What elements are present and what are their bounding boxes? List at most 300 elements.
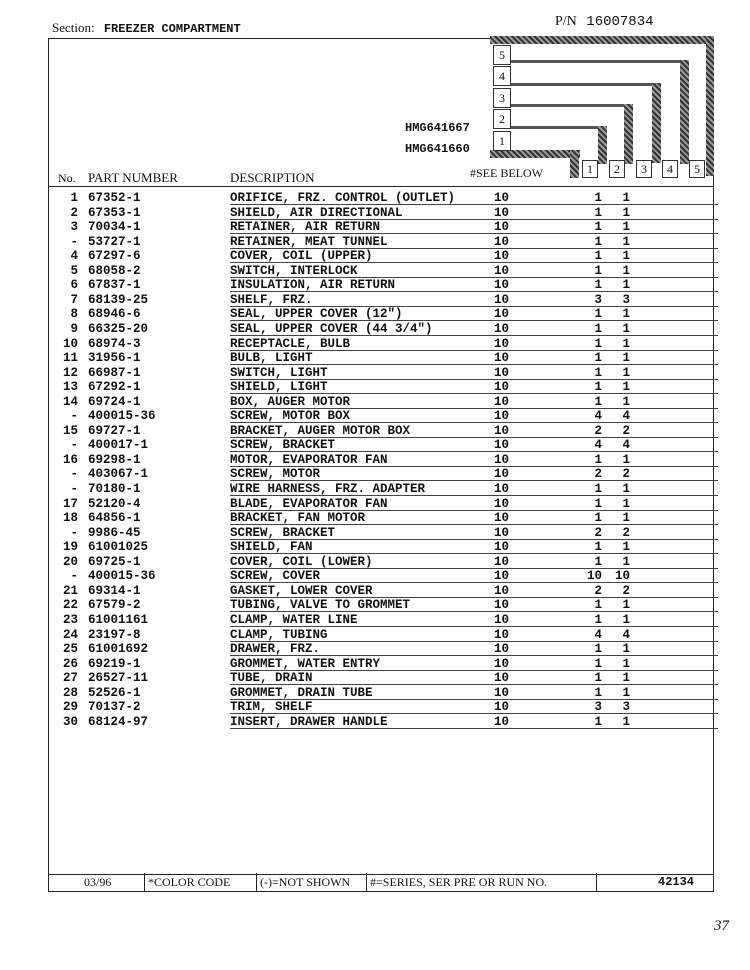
line-3: [509, 104, 631, 107]
part-qty-model-1: 2: [594, 583, 602, 598]
table-row: [0, 249, 750, 264]
part-series: 10: [494, 409, 510, 424]
part-qty-model-1: 1: [594, 205, 602, 220]
part-description: BULB, LIGHT: [230, 351, 313, 366]
part-item-number: 11: [62, 351, 78, 366]
part-number: 400015-36: [88, 409, 156, 424]
footer-separator: [144, 873, 145, 891]
part-qty-model-1: 1: [594, 380, 602, 395]
part-qty-model-2: 1: [622, 220, 630, 235]
part-item-number: 13: [62, 380, 78, 395]
part-series: 10: [494, 612, 510, 627]
part-description: INSULATION, AIR RETURN: [230, 278, 396, 293]
model-row-2: 2: [493, 109, 511, 129]
model-name-1: HMG641667: [405, 121, 470, 135]
part-description: DRAWER, FRZ.: [230, 642, 321, 657]
footer-date: 03/96: [84, 875, 112, 889]
part-item-number: 19: [62, 540, 78, 555]
part-qty-model-1: 1: [594, 452, 602, 467]
table-row: [0, 409, 750, 424]
part-qty-model-2: 1: [622, 380, 630, 395]
part-item-number: 23: [62, 612, 78, 627]
table-row: [0, 191, 750, 206]
column-header-description: DESCRIPTION: [230, 170, 315, 185]
pn-label: P/N: [555, 14, 577, 29]
footer-separator: [366, 873, 367, 891]
part-series: 10: [494, 467, 510, 482]
part-qty-model-1: 1: [594, 351, 602, 366]
part-series: 10: [494, 685, 510, 700]
part-qty-model-1: 4: [594, 438, 602, 453]
part-qty-model-2: 1: [622, 452, 630, 467]
part-series: 10: [494, 321, 510, 336]
part-item-number: 26: [62, 656, 78, 671]
part-series: 10: [494, 191, 510, 205]
part-series: 10: [494, 351, 510, 366]
model-chart-right-bar: [706, 36, 714, 176]
part-qty-model-1: 1: [594, 540, 602, 555]
part-qty-model-2: 1: [622, 714, 630, 729]
table-row: [0, 337, 750, 352]
part-description: TUBE, DRAIN: [230, 671, 313, 686]
part-number: 68124-97: [88, 714, 149, 729]
part-number: 69219-1: [88, 656, 141, 671]
part-qty-model-2: 1: [622, 307, 630, 322]
part-item-number: -: [70, 438, 78, 453]
part-number-header: [555, 14, 654, 30]
part-qty-model-2: 2: [622, 583, 630, 598]
part-qty-model-1: 1: [594, 612, 602, 627]
part-number: 69724-1: [88, 394, 141, 409]
model-row-1: 1: [493, 131, 511, 151]
part-qty-model-2: 1: [622, 598, 630, 613]
part-qty-model-1: 1: [594, 263, 602, 278]
part-item-number: -: [70, 409, 78, 424]
part-description: SEAL, UPPER COVER (44 3/4"): [230, 321, 433, 336]
table-row: [0, 671, 750, 686]
line-5: [509, 60, 689, 63]
part-series: 10: [494, 205, 510, 220]
model-chart-top-bar: [490, 36, 714, 44]
part-item-number: -: [70, 482, 78, 496]
part-number: 69727-1: [88, 423, 141, 438]
part-qty-model-1: 3: [594, 700, 602, 715]
part-qty-model-1: 1: [594, 234, 602, 249]
line-1-vert: [570, 150, 579, 178]
section-line: [52, 20, 241, 36]
model-col-3: 3: [636, 160, 652, 178]
part-item-number: 21: [62, 583, 78, 598]
part-item-number: 4: [70, 249, 78, 264]
part-qty-model-1: 10: [586, 569, 602, 584]
part-number: 61001025: [88, 540, 149, 555]
part-qty-model-1: 1: [594, 685, 602, 700]
part-number: 67579-2: [88, 598, 141, 613]
part-qty-model-2: 1: [622, 482, 630, 496]
model-row-4: 4: [493, 66, 511, 86]
model-row-5: 5: [493, 45, 511, 65]
part-series: 10: [494, 292, 510, 307]
part-series: 10: [494, 540, 510, 555]
table-row: [0, 453, 750, 468]
table-row: [0, 206, 750, 221]
table-row: [0, 220, 750, 235]
table-row: [0, 351, 750, 366]
section-value: FREEZER COMPARTMENT: [103, 22, 241, 36]
part-item-number: 5: [70, 263, 78, 278]
table-row: [0, 307, 750, 322]
part-number: 52120-4: [88, 496, 141, 511]
part-number: 403067-1: [88, 467, 149, 482]
part-qty-model-2: 1: [622, 191, 630, 205]
part-number: 64856-1: [88, 511, 141, 526]
part-item-number: 6: [70, 278, 78, 293]
part-qty-model-1: 1: [594, 307, 602, 322]
line-3-vert: [624, 104, 633, 164]
table-row: [0, 700, 750, 715]
part-series: 10: [494, 511, 510, 526]
part-qty-model-2: 10: [614, 569, 630, 584]
part-number: 68139-25: [88, 292, 149, 307]
part-qty-model-2: 1: [622, 205, 630, 220]
part-qty-model-1: 1: [594, 249, 602, 264]
part-item-number: 20: [62, 554, 78, 569]
part-number: 69725-1: [88, 554, 141, 569]
part-qty-model-1: 4: [594, 627, 602, 642]
part-qty-model-1: 4: [594, 409, 602, 424]
part-qty-model-2: 2: [622, 423, 630, 438]
part-number: 68058-2: [88, 263, 141, 278]
part-number: 61001161: [88, 612, 149, 627]
part-number: 9986-45: [88, 525, 141, 540]
part-qty-model-2: 2: [622, 525, 630, 540]
part-number: 400017-1: [88, 438, 149, 453]
part-description: CLAMP, WATER LINE: [230, 612, 358, 627]
part-series: 10: [494, 263, 510, 278]
model-col-4: 4: [662, 160, 678, 178]
part-qty-model-2: 1: [622, 278, 630, 293]
column-header-see-below: #SEE BELOW: [470, 166, 543, 180]
part-series: 10: [494, 394, 510, 409]
part-series: 10: [494, 307, 510, 322]
line-2-vert: [598, 126, 607, 164]
table-row: [0, 613, 750, 628]
part-number: 66325-20: [88, 321, 149, 336]
part-series: 10: [494, 452, 510, 467]
part-description: ORIFICE, FRZ. CONTROL (OUTLET): [230, 191, 456, 205]
part-qty-model-1: 1: [594, 598, 602, 613]
part-number: 69298-1: [88, 452, 141, 467]
part-description: BRACKET, FAN MOTOR: [230, 511, 366, 526]
part-item-number: 10: [62, 336, 78, 351]
table-row: [0, 569, 750, 584]
part-description: WIRE HARNESS, FRZ. ADAPTER: [230, 482, 426, 496]
part-number: 68946-6: [88, 307, 141, 322]
table-row: [0, 322, 750, 337]
line-5-vert: [680, 60, 689, 164]
part-description: COVER, COIL (UPPER): [230, 249, 373, 264]
part-series: 10: [494, 554, 510, 569]
part-description: SWITCH, INTERLOCK: [230, 263, 358, 278]
table-row: [0, 278, 750, 293]
part-number: 70180-1: [88, 482, 141, 496]
part-item-number: -: [70, 569, 78, 584]
part-item-number: 22: [62, 598, 78, 613]
table-row: [0, 366, 750, 381]
part-qty-model-1: 1: [594, 642, 602, 657]
part-number: 26527-11: [88, 671, 149, 686]
part-qty-model-1: 1: [594, 511, 602, 526]
part-item-number: 17: [62, 496, 78, 511]
part-description: TUBING, VALVE TO GROMMET: [230, 598, 411, 613]
part-qty-model-2: 3: [622, 700, 630, 715]
table-row: [0, 555, 750, 570]
line-2: [509, 126, 605, 129]
part-qty-model-2: 1: [622, 249, 630, 264]
table-row: [0, 482, 750, 497]
part-description: SEAL, UPPER COVER (12"): [230, 307, 403, 322]
part-number: 70034-1: [88, 220, 141, 235]
part-description: MOTOR, EVAPORATOR FAN: [230, 452, 388, 467]
part-number: 31956-1: [88, 351, 141, 366]
part-item-number: 8: [70, 307, 78, 322]
part-qty-model-1: 1: [594, 394, 602, 409]
part-number: 67297-6: [88, 249, 141, 264]
part-item-number: 1: [70, 191, 78, 205]
table-row: [0, 235, 750, 250]
part-qty-model-1: 3: [594, 292, 602, 307]
part-description: RECEPTACLE, BULB: [230, 336, 351, 351]
part-qty-model-2: 1: [622, 394, 630, 409]
part-qty-model-2: 1: [622, 263, 630, 278]
part-qty-model-2: 1: [622, 336, 630, 351]
part-number: 66987-1: [88, 365, 141, 380]
part-description: BLADE, EVAPORATOR FAN: [230, 496, 388, 511]
part-qty-model-2: 3: [622, 292, 630, 307]
part-qty-model-2: 1: [622, 671, 630, 686]
part-series: 10: [494, 438, 510, 453]
part-number: 67837-1: [88, 278, 141, 293]
table-row: [0, 264, 750, 279]
part-item-number: 30: [62, 714, 78, 729]
part-qty-model-2: 1: [622, 496, 630, 511]
part-series: 10: [494, 482, 510, 496]
model-col-5: 5: [689, 160, 705, 178]
part-description: SWITCH, LIGHT: [230, 365, 328, 380]
part-item-number: 24: [62, 627, 78, 642]
part-qty-model-2: 4: [622, 409, 630, 424]
part-qty-model-2: 1: [622, 351, 630, 366]
part-qty-model-2: 4: [622, 438, 630, 453]
part-item-number: 16: [62, 452, 78, 467]
part-series: 10: [494, 598, 510, 613]
part-series: 10: [494, 220, 510, 235]
part-qty-model-1: 2: [594, 467, 602, 482]
part-series: 10: [494, 525, 510, 540]
line-4-vert: [652, 83, 661, 163]
part-description: SCREW, BRACKET: [230, 438, 336, 453]
part-qty-model-2: 1: [622, 511, 630, 526]
part-series: 10: [494, 234, 510, 249]
part-description: SHIELD, AIR DIRECTIONAL: [230, 205, 403, 220]
part-qty-model-2: 1: [622, 554, 630, 569]
row-rule: [230, 728, 718, 729]
part-description: SHELF, FRZ.: [230, 292, 313, 307]
model-col-2: 2: [609, 160, 625, 178]
pn-value: 16007834: [586, 14, 654, 30]
page-mark: 37: [714, 918, 729, 934]
part-qty-model-2: 4: [622, 627, 630, 642]
part-number: 52526-1: [88, 685, 141, 700]
part-qty-model-2: 2: [622, 467, 630, 482]
footer-doc-number: 42134: [658, 875, 695, 889]
part-number: 67352-1: [88, 191, 141, 205]
part-qty-model-1: 1: [594, 365, 602, 380]
line-1: [490, 150, 580, 158]
part-qty-model-1: 1: [594, 554, 602, 569]
part-qty-model-1: 1: [594, 321, 602, 336]
part-item-number: 14: [62, 394, 78, 409]
part-qty-model-1: 1: [594, 220, 602, 235]
part-series: 10: [494, 627, 510, 642]
part-item-number: 9: [70, 321, 78, 336]
part-qty-model-2: 1: [622, 234, 630, 249]
footer-not-shown: (-)=NOT SHOWN: [260, 875, 351, 889]
part-series: 10: [494, 380, 510, 395]
part-number: 68974-3: [88, 336, 141, 351]
table-row: [0, 293, 750, 308]
part-description: TRIM, SHELF: [230, 700, 313, 715]
table-row: [0, 438, 750, 453]
table-row: [0, 380, 750, 395]
part-number: 53727-1: [88, 234, 141, 249]
part-qty-model-1: 1: [594, 482, 602, 496]
table-row: [0, 424, 750, 439]
part-qty-model-2: 1: [622, 321, 630, 336]
part-qty-model-2: 1: [622, 656, 630, 671]
part-qty-model-1: 1: [594, 191, 602, 205]
table-row: [0, 628, 750, 643]
part-description: SCREW, BRACKET: [230, 525, 336, 540]
part-number: 67353-1: [88, 205, 141, 220]
part-item-number: 2: [70, 205, 78, 220]
table-row: [0, 598, 750, 613]
table-row: [0, 511, 750, 526]
table-row: [0, 395, 750, 410]
column-header-part-number: PART NUMBER: [88, 170, 178, 185]
part-series: 10: [494, 336, 510, 351]
part-description: INSERT, DRAWER HANDLE: [230, 714, 388, 729]
part-number: 70137-2: [88, 700, 141, 715]
part-qty-model-1: 1: [594, 714, 602, 729]
part-number: 67292-1: [88, 380, 141, 395]
part-number: 23197-8: [88, 627, 141, 642]
part-qty-model-1: 1: [594, 278, 602, 293]
part-qty-model-1: 1: [594, 671, 602, 686]
part-qty-model-1: 1: [594, 656, 602, 671]
part-description: SHIELD, FAN: [230, 540, 313, 555]
part-description: RETAINER, AIR RETURN: [230, 220, 381, 235]
part-item-number: -: [70, 467, 78, 482]
table-row: [0, 584, 750, 599]
model-col-1: 1: [582, 160, 598, 178]
part-series: 10: [494, 583, 510, 598]
part-qty-model-2: 1: [622, 612, 630, 627]
footer-separator: [256, 873, 257, 891]
footer-color-code: *COLOR CODE: [148, 875, 231, 889]
part-item-number: -: [70, 525, 78, 540]
table-row: [0, 642, 750, 657]
part-qty-model-2: 1: [622, 365, 630, 380]
part-series: 10: [494, 642, 510, 657]
part-description: GASKET, LOWER COVER: [230, 583, 373, 598]
part-description: GROMMET, WATER ENTRY: [230, 656, 381, 671]
part-qty-model-1: 1: [594, 496, 602, 511]
part-qty-model-1: 2: [594, 525, 602, 540]
part-item-number: 3: [70, 220, 78, 235]
footer-series: #=SERIES, SER PRE OR RUN NO.: [370, 875, 548, 889]
part-series: 10: [494, 423, 510, 438]
part-description: SCREW, COVER: [230, 569, 321, 584]
part-qty-model-2: 1: [622, 540, 630, 555]
part-number: 61001692: [88, 642, 149, 657]
section-label: Section:: [52, 20, 95, 35]
line-4: [509, 83, 659, 86]
part-item-number: 12: [62, 365, 78, 380]
part-description: SCREW, MOTOR BOX: [230, 409, 351, 424]
part-item-number: 18: [62, 511, 78, 526]
part-description: CLAMP, TUBING: [230, 627, 328, 642]
part-item-number: -: [70, 234, 78, 249]
footer-separator: [596, 873, 597, 891]
part-number: 400015-36: [88, 569, 156, 584]
part-series: 10: [494, 671, 510, 686]
part-series: 10: [494, 249, 510, 264]
part-series: 10: [494, 569, 510, 584]
part-description: BRACKET, AUGER MOTOR BOX: [230, 423, 411, 438]
table-row: [0, 526, 750, 541]
part-description: GROMMET, DRAIN TUBE: [230, 685, 373, 700]
part-item-number: 29: [62, 700, 78, 715]
part-series: 10: [494, 278, 510, 293]
part-number: 69314-1: [88, 583, 141, 598]
part-qty-model-1: 1: [594, 336, 602, 351]
table-row: [0, 686, 750, 701]
part-qty-model-1: 2: [594, 423, 602, 438]
table-row: [0, 715, 750, 730]
part-qty-model-2: 1: [622, 642, 630, 657]
part-description: SCREW, MOTOR: [230, 467, 321, 482]
part-series: 10: [494, 714, 510, 729]
model-name-2: HMG641660: [405, 142, 470, 156]
part-item-number: 28: [62, 685, 78, 700]
part-series: 10: [494, 656, 510, 671]
table-row: [0, 540, 750, 555]
part-item-number: 27: [62, 671, 78, 686]
part-description: BOX, AUGER MOTOR: [230, 394, 351, 409]
part-description: COVER, COIL (LOWER): [230, 554, 373, 569]
table-row: [0, 467, 750, 482]
part-series: 10: [494, 700, 510, 715]
part-item-number: 25: [62, 642, 78, 657]
part-series: 10: [494, 496, 510, 511]
part-description: SHIELD, LIGHT: [230, 380, 328, 395]
header-divider: [48, 186, 714, 187]
column-header-no: No.: [58, 171, 76, 185]
part-qty-model-2: 1: [622, 685, 630, 700]
part-series: 10: [494, 365, 510, 380]
part-item-number: 15: [62, 423, 78, 438]
